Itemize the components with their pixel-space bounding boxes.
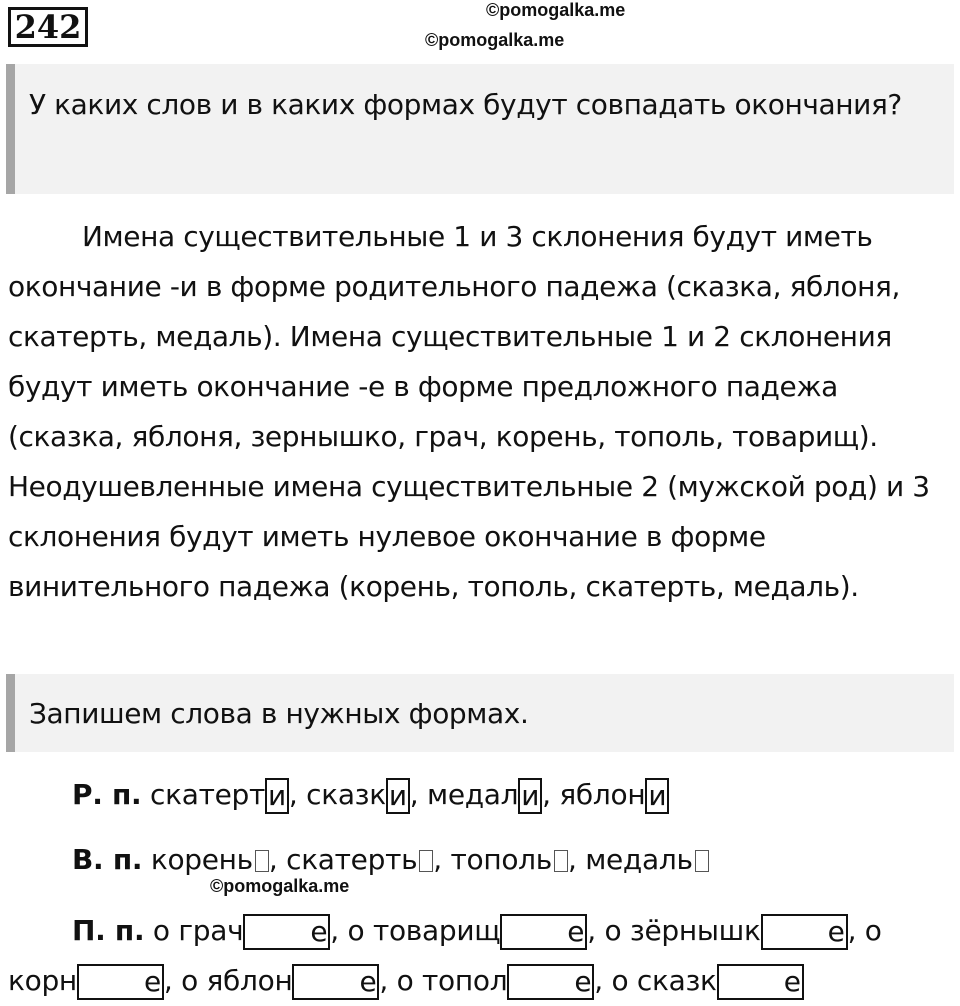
word-stem: корн	[8, 964, 77, 997]
word-preposition: о	[604, 914, 630, 947]
word-ending: е	[500, 914, 587, 950]
question-text: У каких слов и в каких формах будут совпадать окончания?	[29, 88, 902, 121]
word-ending: е	[761, 914, 848, 950]
word-preposition: о	[152, 914, 179, 947]
case-label: П. п.	[72, 914, 145, 947]
word-ending: е	[507, 964, 594, 1000]
case-words: о грач е , о товарищ е , о зёрнышк е , о корн е , о яблон е , о топол е , о сказк е	[8, 914, 882, 998]
word-form	[397, 964, 595, 997]
word-ending: и	[518, 778, 542, 814]
word-stem: топол	[422, 964, 508, 997]
word-stem: корень	[150, 843, 253, 876]
case-line-genitive	[72, 775, 952, 815]
word-ending: е	[77, 964, 164, 1000]
word-form	[151, 843, 269, 876]
word-stem: тополь	[450, 843, 552, 876]
case-line-accusative	[72, 840, 952, 880]
note-text: Запишем слова в нужных формах.	[29, 697, 529, 730]
task-number: 242	[8, 7, 88, 47]
word-stem: яблон	[206, 964, 293, 997]
word-form	[611, 964, 803, 997]
case-words: скатерт и , сказк и , медал и , яблон и	[150, 778, 669, 811]
word-form	[181, 964, 379, 997]
word-form	[585, 843, 708, 876]
watermark: ©pomogalka.me	[210, 876, 350, 896]
word-preposition: о	[347, 914, 373, 947]
word-preposition: о	[181, 964, 207, 997]
word-ending: и	[386, 778, 410, 814]
answer-text: Имена существительные 1 и 3 склонения будут иметь окончание -и в форме родительного падежа (сказка, яблоня, скатерть, медаль). Имена существительные 1 и 2 склонения будут иметь окончание -е в форме предложного падежа (сказка, яблоня, зернышко, грач, корень, тополь, товарищ). Неодушевленные имена существительные 2 (мужской род) и 3 склонения будут иметь нулевое окончание в форме винительного падежа (корень, тополь, скатерть, медаль).	[8, 220, 930, 603]
note-box	[6, 674, 954, 752]
null-ending-box	[554, 850, 568, 872]
word-ending: е	[717, 964, 804, 1000]
word-form	[150, 778, 289, 811]
word-stem: яблон	[559, 778, 646, 811]
null-ending-box	[695, 850, 709, 872]
word-form	[427, 778, 542, 811]
word-stem: скатерт	[150, 778, 265, 811]
word-form	[348, 914, 588, 947]
word-ending: и	[645, 778, 669, 814]
word-stem: товарищ	[372, 914, 501, 947]
word-ending: е	[243, 914, 330, 950]
word-ending: и	[265, 778, 289, 814]
null-ending-box	[255, 850, 269, 872]
word-stem: медал	[427, 778, 519, 811]
word-form	[306, 778, 410, 811]
word-form	[286, 843, 433, 876]
watermark: ©pomogalka.me	[425, 30, 565, 50]
word-form	[451, 843, 568, 876]
word-form	[604, 914, 847, 947]
word-preposition: о	[396, 964, 423, 997]
word-stem: скатерть	[286, 843, 418, 876]
word-ending: е	[292, 964, 379, 1000]
case-label: Р. п.	[72, 778, 142, 811]
answer-block	[8, 212, 956, 612]
word-stem: медаль	[585, 843, 693, 876]
watermark: ©pomogalka.me	[486, 0, 626, 20]
word-stem: грач	[178, 914, 244, 947]
word-stem: зёрнышк	[629, 914, 761, 947]
word-preposition: о	[864, 914, 882, 947]
case-label: В. п.	[72, 843, 143, 876]
null-ending-box	[419, 850, 433, 872]
case-line-prepositional	[8, 906, 956, 1006]
case-words: корень , скатерть , тополь , медаль	[151, 843, 709, 876]
word-form	[153, 914, 330, 947]
question-box	[6, 64, 954, 194]
word-preposition: о	[611, 964, 637, 997]
word-stem: сказк	[636, 964, 717, 997]
word-stem: сказк	[306, 778, 386, 811]
word-form	[559, 778, 669, 811]
